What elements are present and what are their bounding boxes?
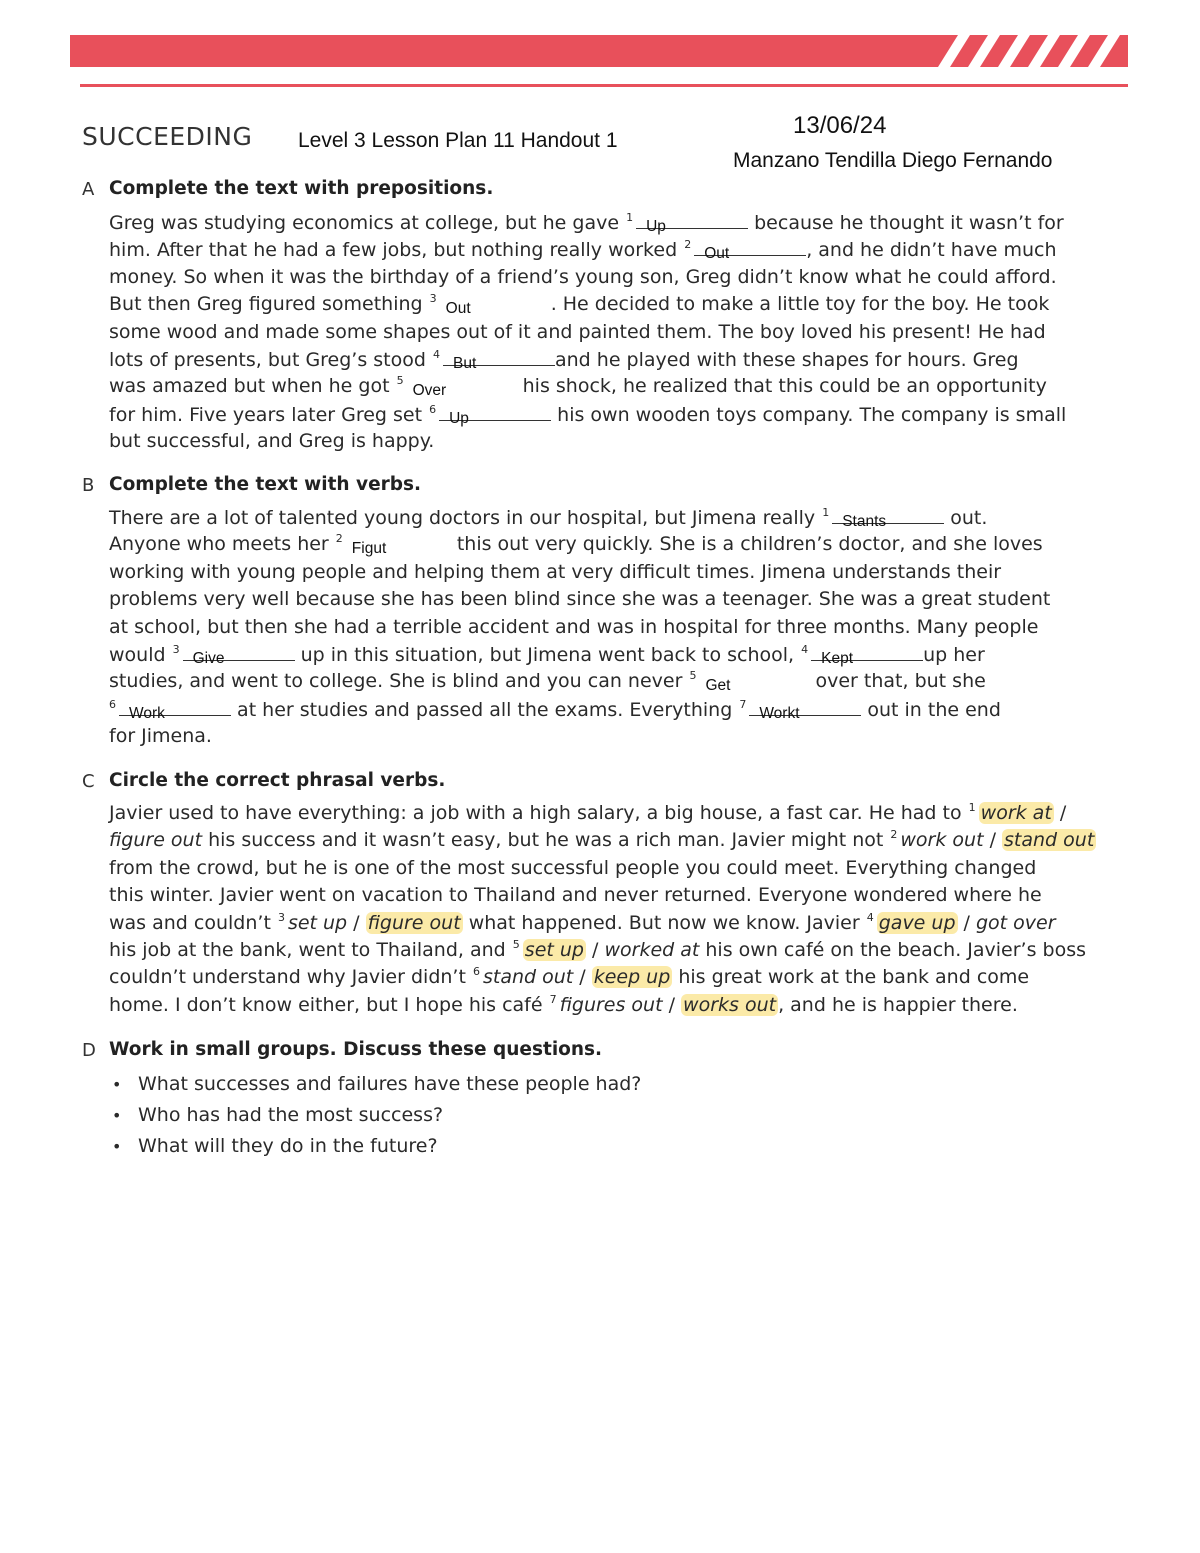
answer-blank[interactable]: Kept — [811, 641, 923, 661]
answer-blank[interactable]: Out — [445, 300, 471, 318]
option-selected[interactable]: work at — [980, 802, 1052, 824]
list-item: • Who has had the most success? — [112, 1100, 641, 1131]
list-item: • What will they do in the future? — [112, 1131, 641, 1162]
answer-blank[interactable]: Up — [636, 209, 748, 229]
option[interactable]: stand out — [482, 966, 574, 989]
date-text: 13/06/24 — [793, 112, 887, 139]
option-selected[interactable]: keep up — [593, 966, 671, 989]
discussion-list — [112, 1069, 641, 1162]
answer-blank[interactable]: Out — [694, 236, 806, 256]
section-a-title: Complete the text with prepositions. — [109, 178, 494, 199]
section-a-text: Greg was studying economics at college, but he gave $^1$ Up because he thought it wasn’t for him. After that he had a few jobs, but nothing really worked $^2$ Out , and he didn’t have much money. So when it was the birthday of a friend’s young son, Greg didn’t know what he could afford. But then Greg figured something $^3$ Out . He decided to make a little toy for the boy. He took some wood and made some shapes out of it and painted them. The boy loved his present! He had lots of presents, but Greg’s stood $^4$ But and he played with these shapes for hours. Greg was amazed but when he got $^5$ Over his shock, he realized that this could be an opportunity for him. Five years later Greg set $^6$ Up his own wooden toys company. The company is small but successful, and Greg is happy. — [109, 211, 1067, 453]
answer-blank[interactable]: Work — [119, 696, 231, 716]
section-c-letter: C — [82, 771, 95, 792]
option[interactable]: set up — [287, 911, 348, 934]
option-selected[interactable]: set up — [524, 938, 584, 961]
answer-blank[interactable]: Figut — [351, 540, 387, 558]
answer-blank[interactable]: Workt — [749, 696, 861, 716]
section-d-title: Work in small groups. Discuss these questions. — [109, 1039, 603, 1060]
option[interactable]: got over — [976, 911, 1056, 934]
option-selected[interactable]: stand out — [1004, 829, 1095, 852]
section-b-text: There are a lot of talented young doctors in our hospital, but Jimena really $^1$ Stants out. Anyone who meets her $^2$ Figut this out very quickly. She is a children’s doctor, and she loves working with young people and helping them at very difficult times. Jimena understands their problems very well because she has been blind since she was a teenager. She was a great student at school, but then she had a terrible accident and was in hospital for three months. Many people would $^3$ Give up in this situation, but Jimena went back to school, $^4$ Kept up her studies, and went to college. She is blind and you can never $^5$ Get over that, but she $^6$ Work at her studies and passed all the exams. Everything $^7$ Workt out in the end for Jimena. — [109, 506, 1051, 748]
section-c-text: Javier used to have everything: a job with a high salary, a big house, a fast car. He had to $^1$ work at / figure out his success and it wasn’t easy, but he was a rich man. Javier might not $^2$ work out / stand out from the crowd, but he is one of the most successful people you could meet. Everything changed this winter. Javier went on vacation to Thailand and never returned. Everyone wondered where he was and couldn’t $^3$ set up / figure out what happened. But now we know. Javier $^4$ gave up / got over his job at the bank, went to Thailand, and $^5$ set up / worked at his own café on the beach. Javier’s boss couldn’t understand why Javier didn’t $^6$ stand out / keep up his great work at the bank and come home. I don’t know either, but I hope his café $^7$ figures out / works out , and he is happier there. — [109, 801, 1095, 1016]
answer-blank[interactable]: Give — [183, 641, 295, 661]
section-a-letter: A — [82, 179, 95, 200]
option-selected[interactable]: works out — [683, 993, 777, 1016]
section-c-title: Circle the correct phrasal verbs. — [109, 770, 446, 791]
answer-blank[interactable]: Get — [705, 677, 731, 695]
answer-blank[interactable]: But — [443, 346, 555, 366]
section-d-letter: D — [82, 1040, 96, 1061]
option-selected[interactable]: figure out — [367, 911, 461, 934]
answer-blank[interactable]: Stants — [832, 504, 944, 524]
answer-blank[interactable]: Over — [412, 382, 447, 400]
brand-logo: SUCCEEDING — [82, 122, 253, 151]
option[interactable]: figure out — [109, 829, 203, 852]
answer-blank[interactable]: Up — [439, 401, 551, 421]
student-name: Manzano Tendilla Diego Fernando — [733, 149, 1053, 172]
option[interactable]: work out — [900, 829, 984, 852]
section-b-letter: B — [82, 475, 95, 496]
header-rule — [80, 84, 1128, 87]
section-b-title: Complete the text with verbs. — [109, 474, 422, 495]
list-item: • What successes and failures have these people had? — [112, 1069, 641, 1100]
lesson-title: Level 3 Lesson Plan 11 Handout 1 — [298, 129, 618, 152]
option[interactable]: worked at — [604, 938, 700, 961]
option[interactable]: figures out — [559, 993, 663, 1016]
header-banner — [70, 35, 1128, 67]
option-selected[interactable]: gave up — [878, 911, 956, 934]
